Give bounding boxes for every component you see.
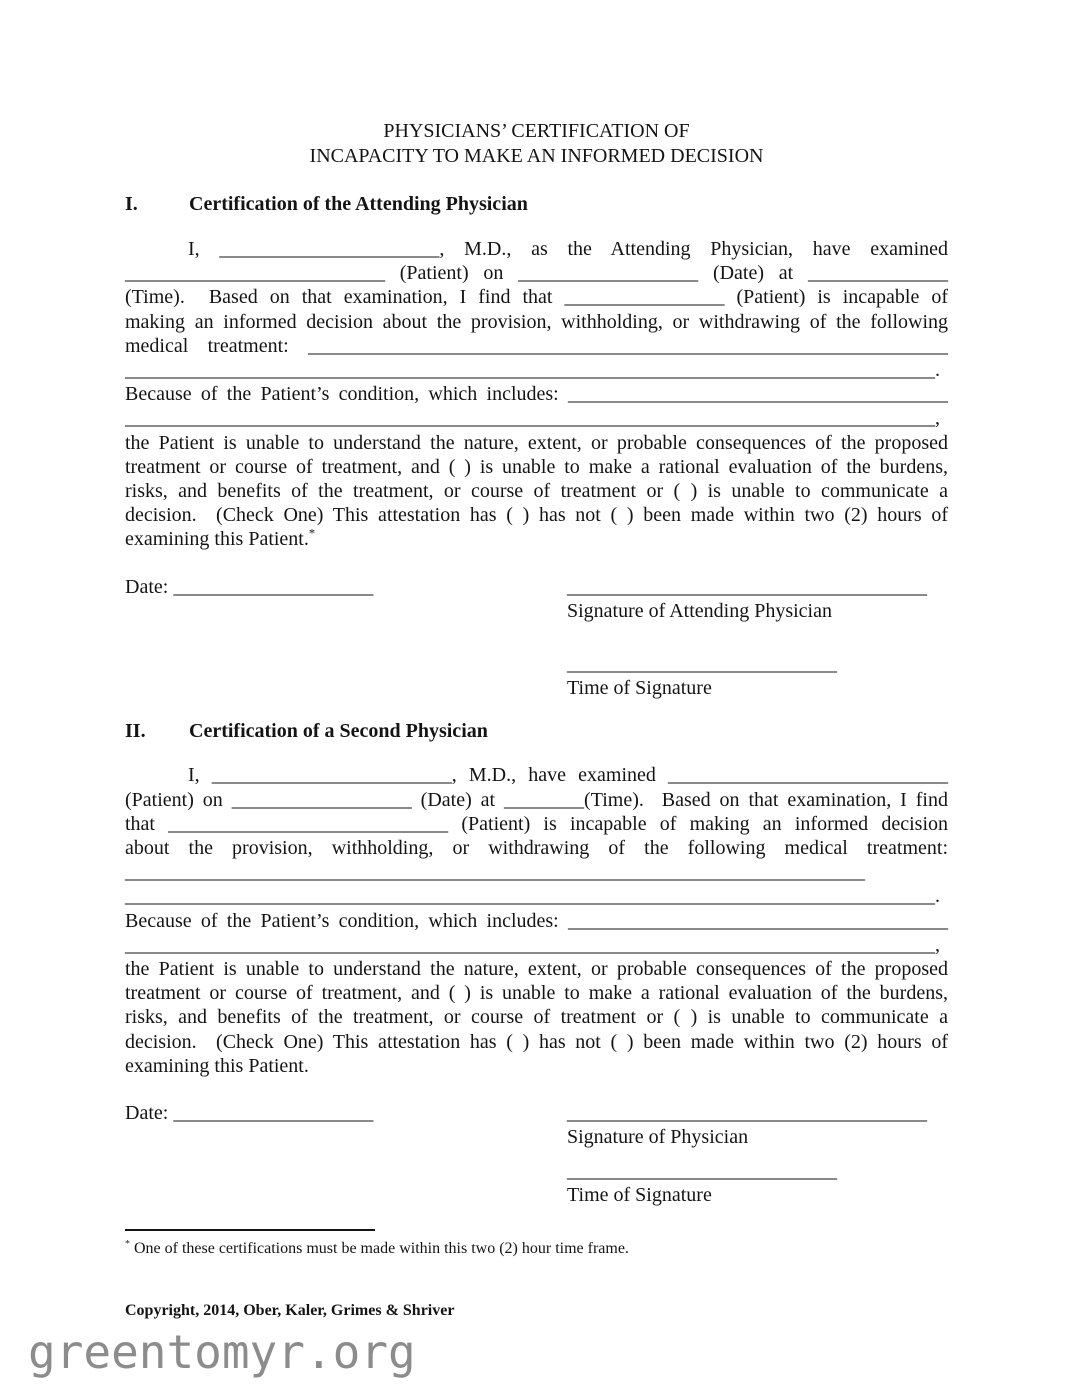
section2-date-field: [125, 1101, 567, 1207]
section1-paragraph: [125, 237, 948, 552]
form-line: Because of the Patient’s condition, which includes: ______________________________________: [125, 909, 948, 932]
form-line: making an informed decision about the provision, withholding, or withdrawing of the following: [125, 310, 948, 333]
title-line-1: PHYSICIANS’ CERTIFICATION OF: [383, 120, 690, 142]
form-blank-line: _________________________________________________________________________________.: [125, 359, 940, 382]
title-line-2: INCAPACITY TO MAKE AN INFORMED DECISION: [309, 145, 764, 167]
footnote: [125, 1239, 948, 1259]
form-line: the Patient is unable to understand the nature, extent, or probable consequences of the proposed: [125, 958, 948, 981]
form-line: (Time). Based on that examination, I find that ________________ (Patient) is incapable of: [125, 286, 948, 309]
section2-number: II.: [125, 720, 146, 743]
section2-signature-area: [125, 1101, 948, 1207]
section1-heading: [125, 192, 948, 217]
form-line-text: examining this Patient.: [125, 528, 309, 551]
document-content: [125, 0, 948, 1321]
form-line: __________________________ (Patient) on __________________ (Date) at ______________: [125, 262, 948, 285]
spacer: [567, 623, 948, 652]
form-line: treatment or course of treatment, and ( ) is unable to make a rational evaluation of the burdens,: [125, 982, 948, 1005]
footnote-marker: *: [125, 1238, 130, 1250]
form-line: (Patient) on __________________ (Date) at ________(Time). Based on that examination, I find: [125, 788, 948, 811]
footnote-separator: [125, 1229, 375, 1231]
form-blank-line: _________________________________________________________________________________.: [125, 885, 940, 908]
form-line: treatment or course of treatment, and ( ) is unable to make a rational evaluation of the burdens,: [125, 455, 948, 478]
document-title: [125, 119, 948, 169]
copyright-line: Copyright, 2014, Ober, Kaler, Grimes & Shriver: [125, 1301, 455, 1319]
section1-date-field: [125, 575, 567, 701]
section2-signature-column: [567, 1101, 948, 1207]
form-line: decision. (Check One) This attestation has ( ) has not ( ) been made within two (2) hours of: [125, 1030, 948, 1053]
section1-signature-area: [125, 575, 948, 701]
form-line: examining this Patient.: [125, 1054, 309, 1077]
time-blank: ___________________________: [567, 653, 837, 676]
form-blank-line: _________________________________________________________________________________,: [125, 933, 940, 956]
time-blank: ___________________________: [567, 1159, 837, 1182]
section1-signature-column: [567, 575, 948, 701]
date-blank: ____________________: [173, 575, 374, 598]
watermark-text: greentomyr.org: [28, 1325, 416, 1379]
form-line: about the provision, withholding, or withdrawing of the following medical treatment:: [125, 837, 948, 860]
section1-heading-text: Certification of the Attending Physician: [189, 193, 528, 215]
signature-label: Signature of Attending Physician: [567, 599, 832, 622]
section2-heading: [125, 719, 948, 744]
date-label: Date:: [125, 1102, 169, 1125]
form-line: decision. (Check One) This attestation has ( ) has not ( ) been made within two (2) hours of: [125, 504, 948, 527]
date-label: Date:: [125, 575, 169, 598]
section2-paragraph: [125, 763, 948, 1078]
signature-label: Signature of Physician: [567, 1126, 749, 1149]
footnote-marker: *: [308, 526, 316, 541]
form-blank-line: __________________________________________________________________________: [125, 861, 865, 884]
form-line: [125, 527, 948, 551]
form-line: risks, and benefits of the treatment, or course of treatment or ( ) is unable to communicate a: [125, 480, 948, 503]
form-line: medical treatment: ________________________________________________________________: [125, 334, 948, 357]
signature-blank: ____________________________________: [567, 1102, 927, 1125]
spacer: [567, 1150, 948, 1159]
section2-heading-text: Certification of a Second Physician: [189, 720, 488, 743]
section1-number: I.: [125, 193, 138, 215]
footnote-text: One of these certifications must be made within this two (2) hour time frame.: [133, 1239, 629, 1257]
form-line: Because of the Patient’s condition, which includes: ______________________________________: [125, 383, 948, 406]
form-line: I, ______________________, M.D., as the Attending Physician, have examined: [188, 238, 948, 260]
form-blank-line: _________________________________________________________________________________,: [125, 407, 940, 430]
form-line: the Patient is unable to understand the nature, extent, or probable consequences of the proposed: [125, 431, 948, 454]
signature-blank: ____________________________________: [567, 575, 927, 598]
form-line: I, ________________________, M.D., have examined ____________________________: [188, 764, 948, 787]
form-line: that ____________________________ (Patient) is incapable of making an informed decision: [125, 812, 948, 835]
time-label: Time of Signature: [567, 1183, 712, 1206]
form-line: risks, and benefits of the treatment, or course of treatment or ( ) is unable to communicate a: [125, 1006, 948, 1029]
time-label: Time of Signature: [567, 677, 712, 700]
date-blank: ____________________: [173, 1102, 374, 1125]
